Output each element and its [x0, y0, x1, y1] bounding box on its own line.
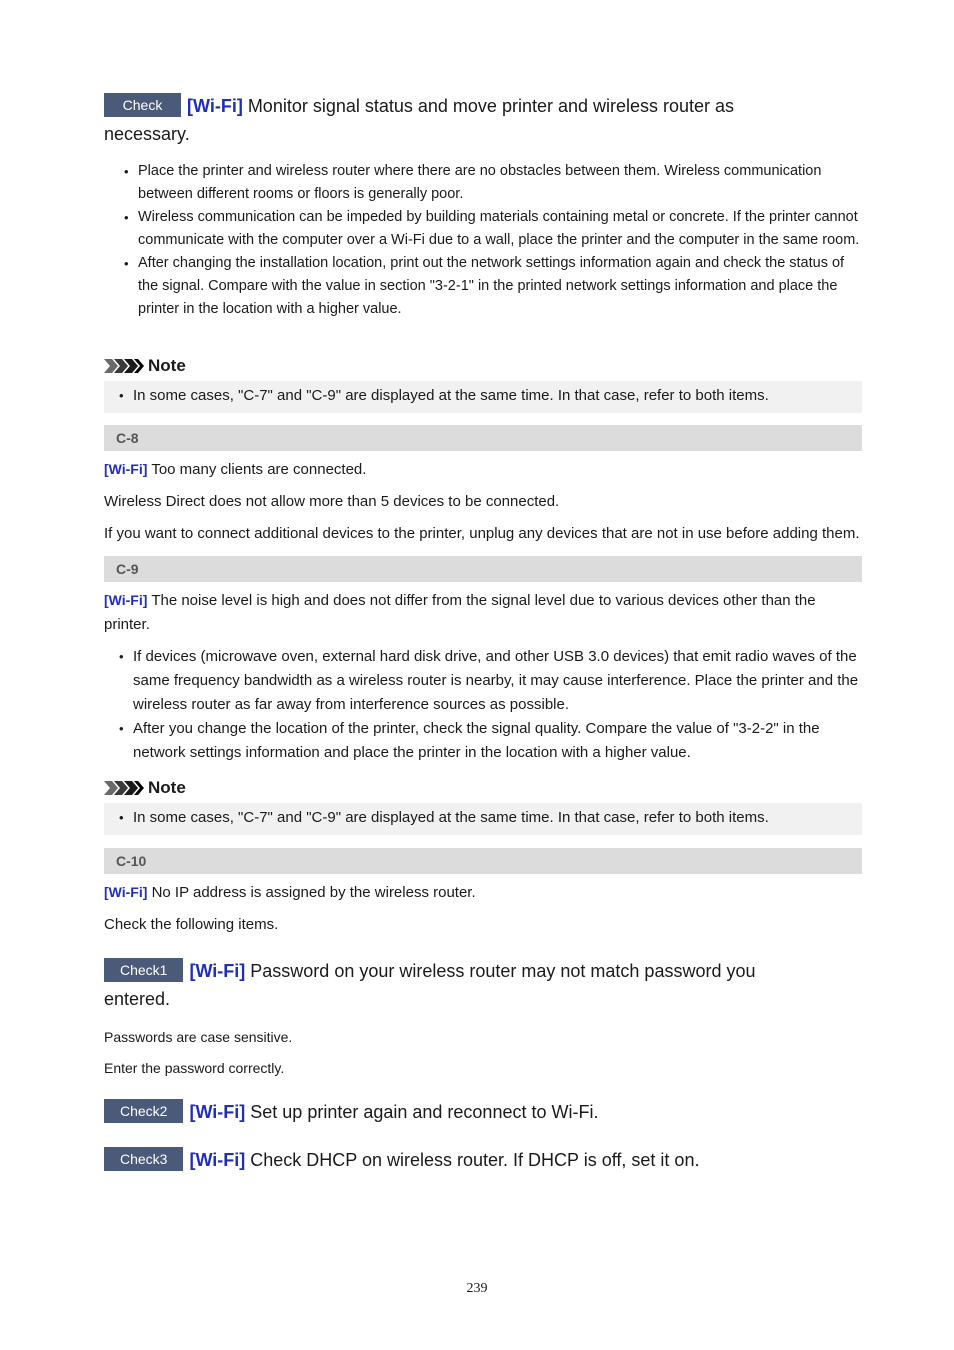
note-box [104, 381, 862, 413]
c8-paragraph: If you want to connect additional devices to the printer, unplug any devices that are not in use before adding them. [104, 525, 860, 542]
wifi-tag: [Wi-Fi] [189, 1102, 246, 1122]
c9-description: [Wi-Fi] The noise level is high and does not differ from the signal level due to various devices other than the printer. [104, 592, 816, 633]
note-label: Note [148, 356, 186, 375]
note-title [104, 777, 862, 799]
check1-heading: Check1 [Wi-Fi] Password on your wireless router may not match password you entered. [104, 957, 824, 1013]
check-bullet-list [104, 160, 862, 321]
note-block [104, 777, 862, 835]
c9-bullet-list [104, 645, 862, 765]
note-title [104, 355, 862, 377]
list-item: • After changing the installation location, print out the network settings information again and check the status of the signal. Compare with the value in section "3-2-1" in the printed network settings information and place the printer in the location with a higher value. [104, 252, 862, 321]
check1-paragraph: Enter the password correctly. [104, 1060, 285, 1076]
c10-paragraph: Check the following items. [104, 916, 279, 933]
list-item: • After you change the location of the printer, check the signal quality. Compare the value of "3-2-2" in the network settings information and place the printer in the location with a higher value. [104, 717, 862, 765]
note-label: Note [148, 778, 186, 797]
wifi-tag: [Wi-Fi] [189, 961, 246, 981]
wifi-tag: [Wi-Fi] [189, 1150, 246, 1170]
note-box [104, 803, 862, 835]
check3-badge: Check3 [104, 1147, 183, 1171]
c8-paragraph: Wireless Direct does not allow more than 5 devices to be connected. [104, 493, 560, 510]
wifi-tag: [Wi-Fi] [104, 592, 148, 608]
wifi-tag: [Wi-Fi] [104, 461, 148, 477]
check1-badge: Check1 [104, 958, 183, 982]
check-badge: Check [104, 93, 181, 117]
page-number: 239 [466, 1281, 488, 1296]
c10-description: [Wi-Fi] No IP address is assigned by the wireless router. [104, 884, 476, 901]
section-heading-c8: C-8 [104, 425, 862, 451]
list-item: • Wireless communication can be impeded by building materials containing metal or concrete. If the printer cannot communicate with the computer over a Wi-Fi due to a wall, place the printer and the computer in the same room. [104, 206, 862, 252]
check-heading [104, 92, 794, 148]
c8-description: [Wi-Fi] Too many clients are connected. [104, 461, 367, 478]
check2-badge: Check2 [104, 1099, 183, 1123]
manual-page [104, 92, 862, 1174]
note-arrows-icon [104, 779, 144, 797]
note-arrows-icon [104, 357, 144, 375]
note-item: • In some cases, "C-7" and "C-9" are displayed at the same time. In that case, refer to both items. [104, 807, 862, 829]
list-item: • If devices (microwave oven, external hard disk drive, and other USB 3.0 devices) that emit radio waves of the same frequency bandwidth as a wireless router is nearby, it may cause interference. Place the printer and the wireless router as far away from interference sources as possible. [104, 645, 862, 717]
check-heading-text: Monitor signal status and move printer and wireless router as necessary. [104, 96, 735, 144]
wifi-tag: [Wi-Fi] [187, 96, 243, 116]
note-item: • In some cases, "C-7" and "C-9" are displayed at the same time. In that case, refer to both items. [104, 385, 862, 407]
note-block [104, 355, 862, 413]
wifi-tag: [Wi-Fi] [104, 884, 148, 900]
list-item: • Place the printer and wireless router where there are no obstacles between them. Wireless communication between different rooms or floors is generally poor. [104, 160, 862, 206]
check3-heading: Check3 [Wi-Fi] Check DHCP on wireless router. If DHCP is off, set it on. [104, 1146, 862, 1174]
section-heading-c9: C-9 [104, 556, 862, 582]
check2-heading: Check2 [Wi-Fi] Set up printer again and reconnect to Wi-Fi. [104, 1098, 862, 1126]
section-heading-c10: C-10 [104, 848, 862, 874]
check1-paragraph: Passwords are case sensitive. [104, 1029, 293, 1045]
